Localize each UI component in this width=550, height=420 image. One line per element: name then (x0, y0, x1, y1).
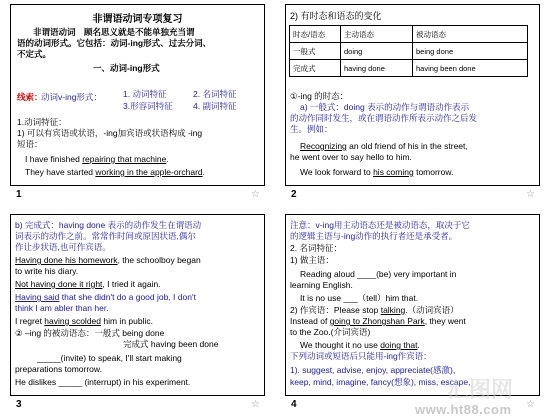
example-1: Recognizing an old friend of his in the street, (300, 141, 468, 151)
note-line-2: 的逻辑主语与-ing动作的执行者还是承受者。 (290, 231, 458, 241)
watermark-url: www.ht88.com (415, 402, 512, 417)
slide-number: 4 (291, 399, 297, 410)
example-4: We thought it no use doing that. (300, 340, 420, 350)
note-list-title: 下列动词或短语后只能用-ing作宾语： (290, 351, 432, 361)
example-1b: he went over to say hello to him. (290, 152, 412, 162)
slide-2-heading: 2) 有时态和语态的变化 (290, 11, 382, 21)
table-cell: doing (341, 43, 413, 60)
table-cell: having been done (413, 60, 528, 77)
noun-feature-title: 2. 名词特征： (290, 243, 342, 253)
slide-transition-icon: ☆ (251, 189, 260, 200)
table-row (290, 60, 528, 77)
slide-thumbnail-2[interactable] (275, 0, 550, 210)
feature-2: 2. 名词特征 (193, 89, 237, 99)
object-title: 2) 作宾语：Please stop talking.（动词宾语） (290, 305, 459, 315)
slide-transition-icon: ☆ (526, 189, 535, 200)
perfect-line-2: 词表示的动作之前。常常作时间或原因状语,偶尔 (15, 231, 196, 241)
tense-line-1: a) 一般式：doing 表示的动作与谓语动作表示 (300, 102, 470, 112)
slide-1-page (10, 4, 265, 186)
example-2: Not having done it right, I tried it again. (15, 279, 161, 289)
slide-4-page (285, 214, 540, 396)
exercise-2: It is no use ___（tell）him that. (300, 293, 419, 303)
exercise-1b: preparations tomorrow. (15, 364, 102, 374)
tense-line-3: 生。例如： (290, 124, 333, 134)
passive-line-2: 完成式 having been done (123, 339, 219, 349)
section-heading: 一、动词-ing形式 (93, 63, 160, 73)
example-1: I have finished repairing that machine. (25, 154, 169, 164)
tense-line-2: 的动作同时发生，或在谓语动作所表示动作之后发 (290, 113, 478, 123)
watermark-logo: 汇图网 (447, 377, 514, 402)
intro-line-3: 不定式。 (17, 49, 52, 59)
exercise-2: He dislikes _____ (interrupt) in his experiment. (15, 377, 191, 387)
table-cell: 被动语态 (413, 26, 528, 43)
table-cell: having done (341, 60, 413, 77)
table-cell: 主动语态 (341, 26, 413, 43)
rule-1: 1) 可以有宾语或状语，-ing加宾语或状语构成 -ing (17, 128, 203, 138)
clue-label: 线索： (17, 92, 43, 102)
exercise-1b: learning English. (290, 280, 353, 290)
slide-number: 1 (16, 189, 22, 200)
example-2: We look forward to his coming tomorrow. (300, 167, 454, 177)
feature-3: 3.形容词特征 (123, 101, 173, 111)
example-3: Having said that she didn't do a good job, I don't (15, 292, 196, 302)
example-3b: think I am abler than her. (15, 303, 109, 313)
perfect-line-3: 作让步状语,也可作宾语。 (15, 242, 111, 252)
table-cell: 时态/语态 (290, 26, 341, 43)
slide-3-page (10, 214, 265, 396)
verb-list-2: keep, mind, imagine, fancy(想象), miss, escape, (290, 377, 471, 387)
table-cell: 一般式 (290, 43, 341, 60)
example-2: They have started working in the apple-orchard. (25, 167, 206, 177)
table-row (290, 43, 528, 60)
slide-1-title: 非谓语动词专项复习 (92, 14, 183, 25)
slide-2-page (285, 4, 540, 186)
perfect-line-1: b) 完成式：having done 表示的动作发生在谓语动 (15, 220, 202, 230)
verb-list-1: 1). suggest, advise, enjoy, appreciate(感激), (290, 365, 456, 375)
intro-line-1: 非谓语动词 顾名思义就是不能单独充当谓 (33, 27, 195, 37)
slide-transition-icon: ☆ (526, 399, 535, 410)
example-3b: to the Zoo.(介词宾语) (290, 327, 371, 337)
slide-thumbnail-1[interactable] (0, 0, 275, 210)
feature-4: 4. 副词特征 (193, 101, 237, 111)
exercise-1: _____(invite) to speak, I'll start making (37, 353, 182, 363)
example-3: Instead of going to Zhongshan Park, they went (290, 316, 466, 326)
table-row (290, 26, 528, 43)
subject-title: 1) 做主语： (290, 255, 334, 265)
slide-transition-icon: ☆ (251, 399, 260, 410)
note-line-1: 注意：v-ing用主动语态还是被动语态，取决于它 (290, 220, 470, 230)
clue-text: 动词v-ing形式： (41, 92, 102, 102)
rule-1b: 短语： (17, 139, 43, 149)
intro-line-2: 语的动词形式。它包括：动词-ing形式、过去分词、 (17, 38, 212, 48)
slide-thumbnail-3[interactable] (0, 210, 275, 420)
tense-title: ①-ing 的时态： (290, 91, 349, 101)
slide-number: 2 (291, 189, 297, 200)
example-1b: to write his diary. (15, 266, 79, 276)
tense-voice-table (289, 25, 528, 77)
slide-number: 3 (16, 399, 22, 410)
passive-line-1: ② –ing 的被动语态：一般式 being done (15, 328, 165, 338)
table-cell: 完成式 (290, 60, 341, 77)
verb-feature-title: 1.动词特征： (17, 117, 67, 127)
table-cell: being done (413, 43, 528, 60)
feature-1: 1. 动词特征 (123, 89, 167, 99)
exercise-1: Reading aloud ____(be) very important in (300, 269, 457, 279)
example-1: Having done his homework, the schoolboy began (15, 255, 201, 265)
example-4: I regret having scolded him in public. (15, 316, 153, 326)
